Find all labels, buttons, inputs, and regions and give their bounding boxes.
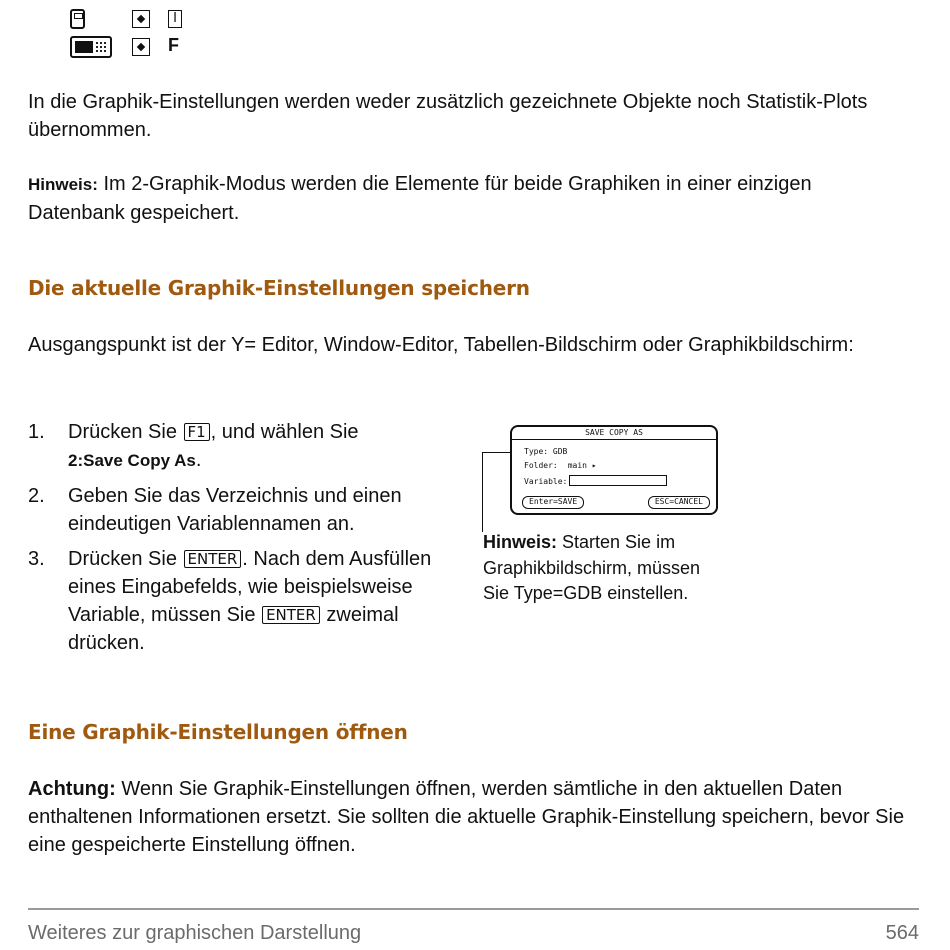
ti89-calculator-icon xyxy=(70,9,85,29)
footer-divider xyxy=(28,908,919,910)
enter-key-icon: ENTER xyxy=(184,550,242,568)
section-heading-open: Eine Graphik-Einstellungen öffnen xyxy=(28,720,408,744)
save-copy-as-dialog xyxy=(510,425,718,515)
warning-label: Achtung: xyxy=(28,778,116,800)
intro-paragraph: In die Graphik-Einstellungen werden weder zusätzlich gezeichnete Objekte noch Statistik-Plots übernommen. xyxy=(28,91,868,141)
enter-save-button: Enter=SAVE xyxy=(522,496,584,509)
step-item: 3. Drücken Sie ENTER . Nach dem Ausfüllen eines Eingabefelds, wie beispielsweise Variable, müssen Sie ENTER zweimal drücken. xyxy=(28,548,432,654)
folder-dropdown: main ▸ xyxy=(567,461,597,470)
diamond-key-icon xyxy=(132,10,150,28)
note-label: Hinweis: xyxy=(28,175,98,194)
callout-line xyxy=(482,452,510,453)
side-note xyxy=(483,530,723,607)
callout-line xyxy=(482,452,483,532)
page-number: 564 xyxy=(885,922,919,944)
side-note-text: Starten Sie im Graphikbildschirm, müssen Sie Type=GDB einstellen. xyxy=(483,532,701,603)
diamond-key-icon xyxy=(132,38,150,56)
steps-list xyxy=(28,418,458,664)
dialog-variable-row: Variable: xyxy=(524,475,667,487)
note-text: Im 2-Graphik-Modus werden die Elemente für beide Graphiken in einer einzigen Datenbank gespeichert. xyxy=(28,173,812,224)
esc-cancel-button: ESC=CANCEL xyxy=(648,496,710,509)
side-note-label: Hinweis: xyxy=(483,532,558,552)
note-paragraph xyxy=(28,170,908,227)
variable-input xyxy=(569,475,667,486)
voyage200-calculator-icon xyxy=(70,36,112,58)
dialog-folder-row: Folder: main ▸ xyxy=(524,461,597,470)
step-item: 1. Drücken Sie F1 , und wählen Sie 2:Save Copy As. xyxy=(28,421,359,471)
dialog-title: SAVE COPY AS xyxy=(512,427,716,440)
key-f-label: F xyxy=(168,35,179,55)
enter-key-icon: ENTER xyxy=(262,606,320,624)
section-heading-save: Die aktuelle Graphik-Einstellungen speichern xyxy=(28,276,530,300)
dialog-type-row: Type: GDB xyxy=(524,447,568,456)
footer-chapter-title: Weiteres zur graphischen Darstellung xyxy=(28,922,362,944)
step-item: 2. Geben Sie das Verzeichnis und einen eindeutigen Variablennamen an. xyxy=(28,485,402,535)
section-intro: Ausgangspunkt ist der Y= Editor, Window-Editor, Tabellen-Bildschirm oder Graphikbildschirm: xyxy=(28,334,854,356)
warning-paragraph xyxy=(28,775,918,859)
menu-item-reference: 2:Save Copy As xyxy=(68,451,196,470)
key-i-icon: I xyxy=(168,10,182,28)
f1-key-icon: F1 xyxy=(184,423,210,441)
warning-text: Wenn Sie Graphik-Einstellungen öffnen, werden sämtliche in den aktuellen Daten enthaltenen Informationen ersetzt. Sie sollten die aktuelle Graphik-Einstellung speichern, bevor Sie eine gespeicherte Einstellung öffnen. xyxy=(28,778,905,856)
